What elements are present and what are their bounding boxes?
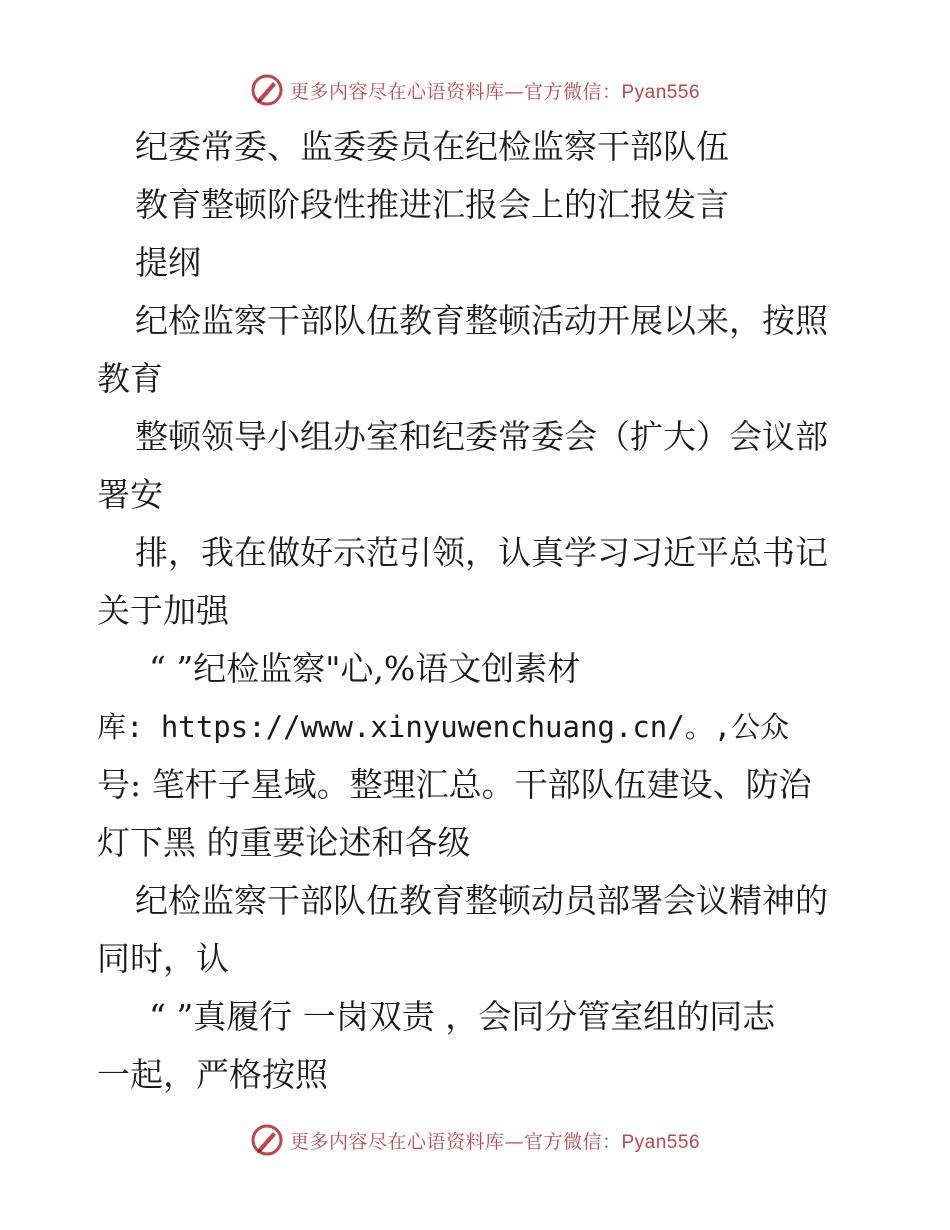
paragraph-line: 灯下黑 的重要论述和各级 <box>97 823 471 862</box>
pen-logo-icon <box>250 73 284 107</box>
watermark-text: 更多内容尽在心语资料库—官方微信：Pyan556 <box>289 1130 701 1153</box>
title-line-3: 提纲 <box>135 243 201 282</box>
paragraph-line: “ ”纪检监察"心,%语文创素材 <box>149 649 581 688</box>
paragraph-line: 排，我在做好示范引领，认真学习习近平总书记 <box>135 533 828 572</box>
paragraph-line: 纪检监察干部队伍教育整顿活动开展以来，按照 <box>135 301 828 340</box>
watermark-text: 更多内容尽在心语资料库—官方微信：Pyan556 <box>289 80 701 103</box>
paragraph-line: 一起，严格按照 <box>97 1055 328 1094</box>
paragraph-line: 关于加强 <box>97 591 229 630</box>
pen-logo-icon <box>250 1123 284 1157</box>
footer-watermark <box>0 1120 950 1160</box>
paragraph-line: 库: https://www.xinyuwenchuang.cn/。,公众 <box>97 710 790 744</box>
document-body <box>97 118 857 1104</box>
paragraph-line: 教育 <box>97 359 163 398</box>
paragraph-line: 纪检监察干部队伍教育整顿动员部署会议精神的 <box>135 881 828 920</box>
paragraph-line: 同时，认 <box>97 939 229 978</box>
paragraph-line: 署安 <box>97 475 163 514</box>
paragraph-line: 整顿领导小组办室和纪委常委会（扩大）会议部 <box>135 417 828 456</box>
title-line-1: 纪委常委、监委委员在纪检监察干部队伍 <box>135 127 729 166</box>
paragraph-line: “ ”真履行 一岗双责 ，会同分管室组的同志 <box>149 997 776 1036</box>
header-watermark <box>0 70 950 110</box>
title-line-2: 教育整顿阶段性推进汇报会上的汇报发言 <box>135 185 729 224</box>
paragraph-line: 号: 笔杆子星域。整理汇总。干部队伍建设、防治 <box>97 765 812 804</box>
